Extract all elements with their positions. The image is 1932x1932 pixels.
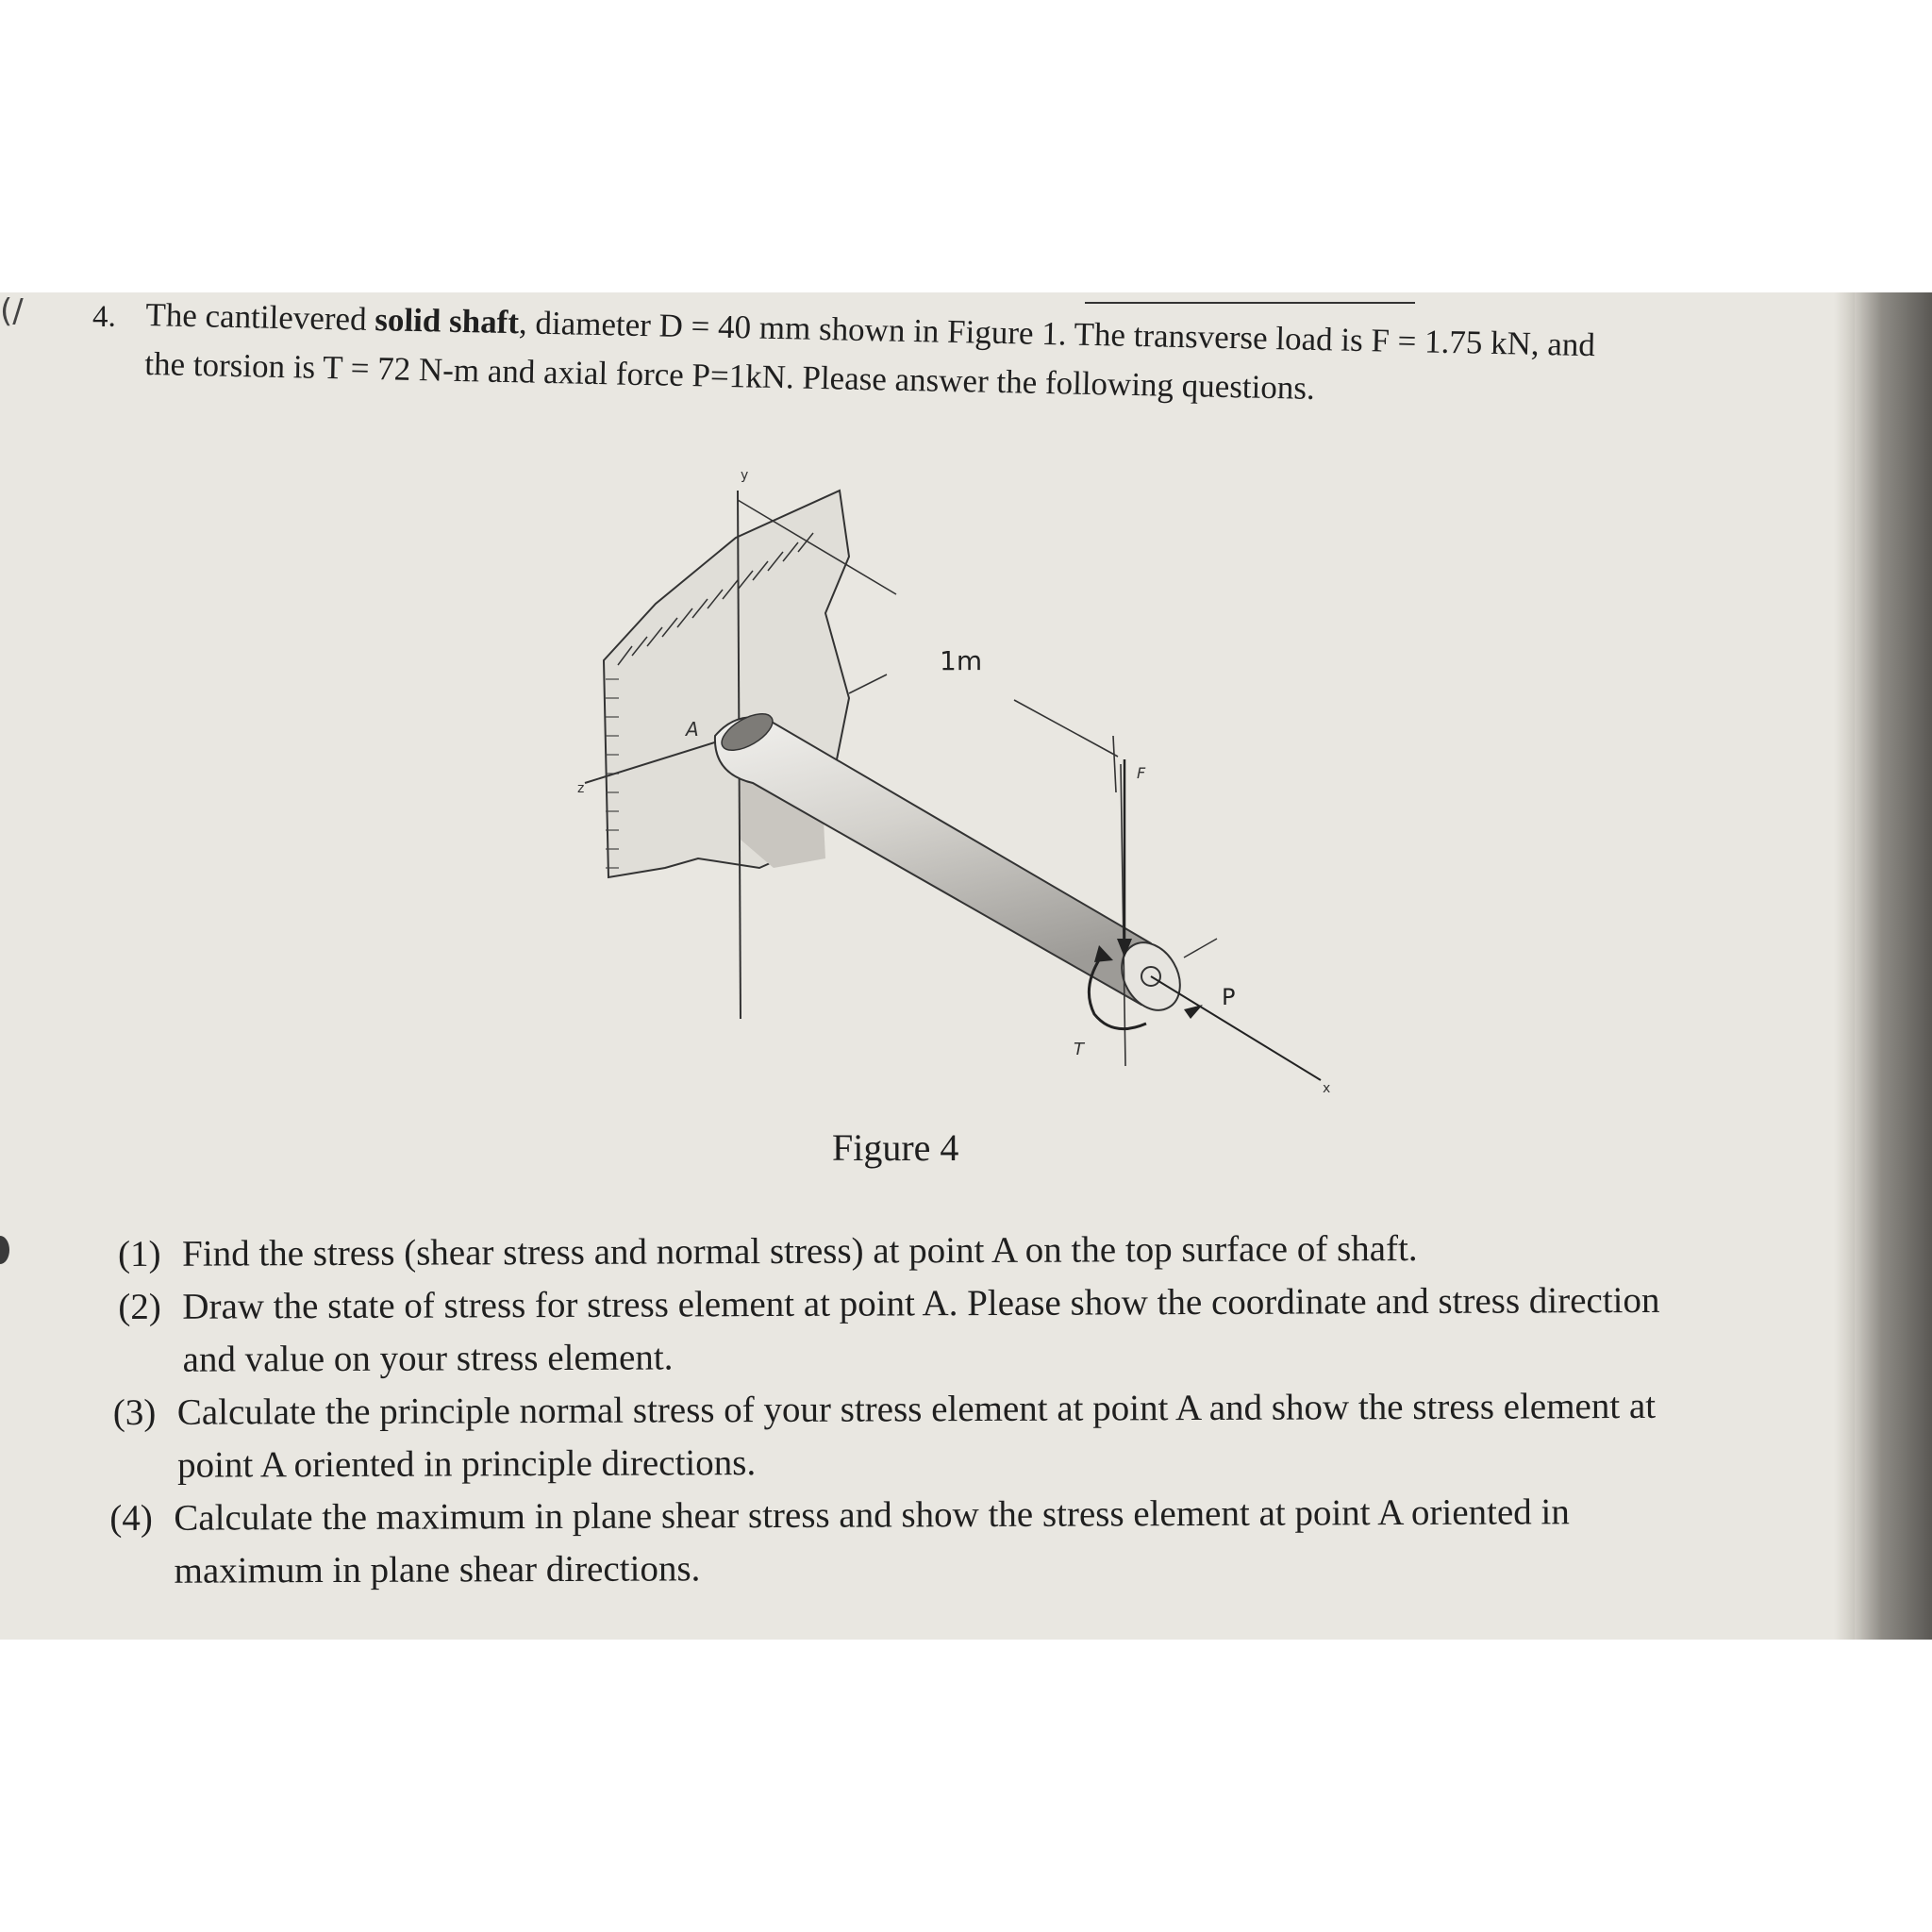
figure-caption: Figure 4 [832, 1126, 959, 1169]
question-number-1: (1) [118, 1233, 161, 1274]
name-line [1085, 302, 1415, 304]
question-number-2: (2) [118, 1286, 161, 1327]
question-text-3: Calculate the principle normal stress of your stress element at point A and show the stress element at point A oriented in principle directions. [176, 1385, 1657, 1486]
photographed-page [0, 292, 1932, 1640]
question-number: 4. [92, 300, 116, 334]
page-shadow-edge [1855, 292, 1932, 1640]
length-label: 1m [940, 645, 983, 676]
dimension-ext-right [1113, 736, 1116, 792]
problem-text-rest: , diameter D = 40 mm shown in Figure 1. The transverse load is F = 1.75 kN, and the torsion is T = 72 N-m and axial force P=1kN. Please answer the following questions. [143, 304, 1596, 407]
problem-text-bold: solid shaft [374, 301, 520, 341]
x-axis-line [1151, 976, 1321, 1080]
question-number-4: (4) [109, 1497, 153, 1540]
shaft-diagram [491, 453, 1377, 1151]
axial-arrowhead [1184, 1005, 1203, 1019]
y-axis-label: y [741, 468, 749, 483]
question-item [118, 1222, 1665, 1281]
question-text-1: Find the stress (shear stress and normal stress) at point A on the top surface of shaft. [182, 1227, 1418, 1274]
binder-hole [0, 1236, 9, 1264]
point-a-label: A [686, 718, 699, 741]
x-axis-label: x [1323, 1081, 1331, 1096]
question-text-2: Draw the state of stress for stress element at point A. Please show the coordinate and stress direction and value on your stress element. [182, 1279, 1660, 1380]
torque-label: T [1074, 1040, 1084, 1059]
z-axis-label: z [577, 781, 585, 796]
page-stack-edge [1834, 292, 1855, 1640]
question-item [109, 1486, 1666, 1598]
question-text-4: Calculate the maximum in plane shear stress and show the stress element at point A oriented in maximum in plane shear directions. [174, 1491, 1570, 1591]
question-number-3: (3) [112, 1391, 157, 1434]
question-list [109, 1222, 1667, 1598]
margin-mark: (/ [0, 292, 24, 330]
question-item [113, 1380, 1666, 1492]
figure [491, 453, 1377, 1151]
problem-text-start: The cantilevered [145, 295, 375, 339]
axial-label: P [1222, 984, 1236, 1010]
dimension-line-right [1014, 700, 1118, 757]
force-label: F [1137, 764, 1146, 782]
question-item [118, 1274, 1665, 1387]
dimension-ext-top [849, 675, 887, 693]
problem-statement [144, 292, 1618, 420]
torque-tick [1184, 939, 1217, 958]
